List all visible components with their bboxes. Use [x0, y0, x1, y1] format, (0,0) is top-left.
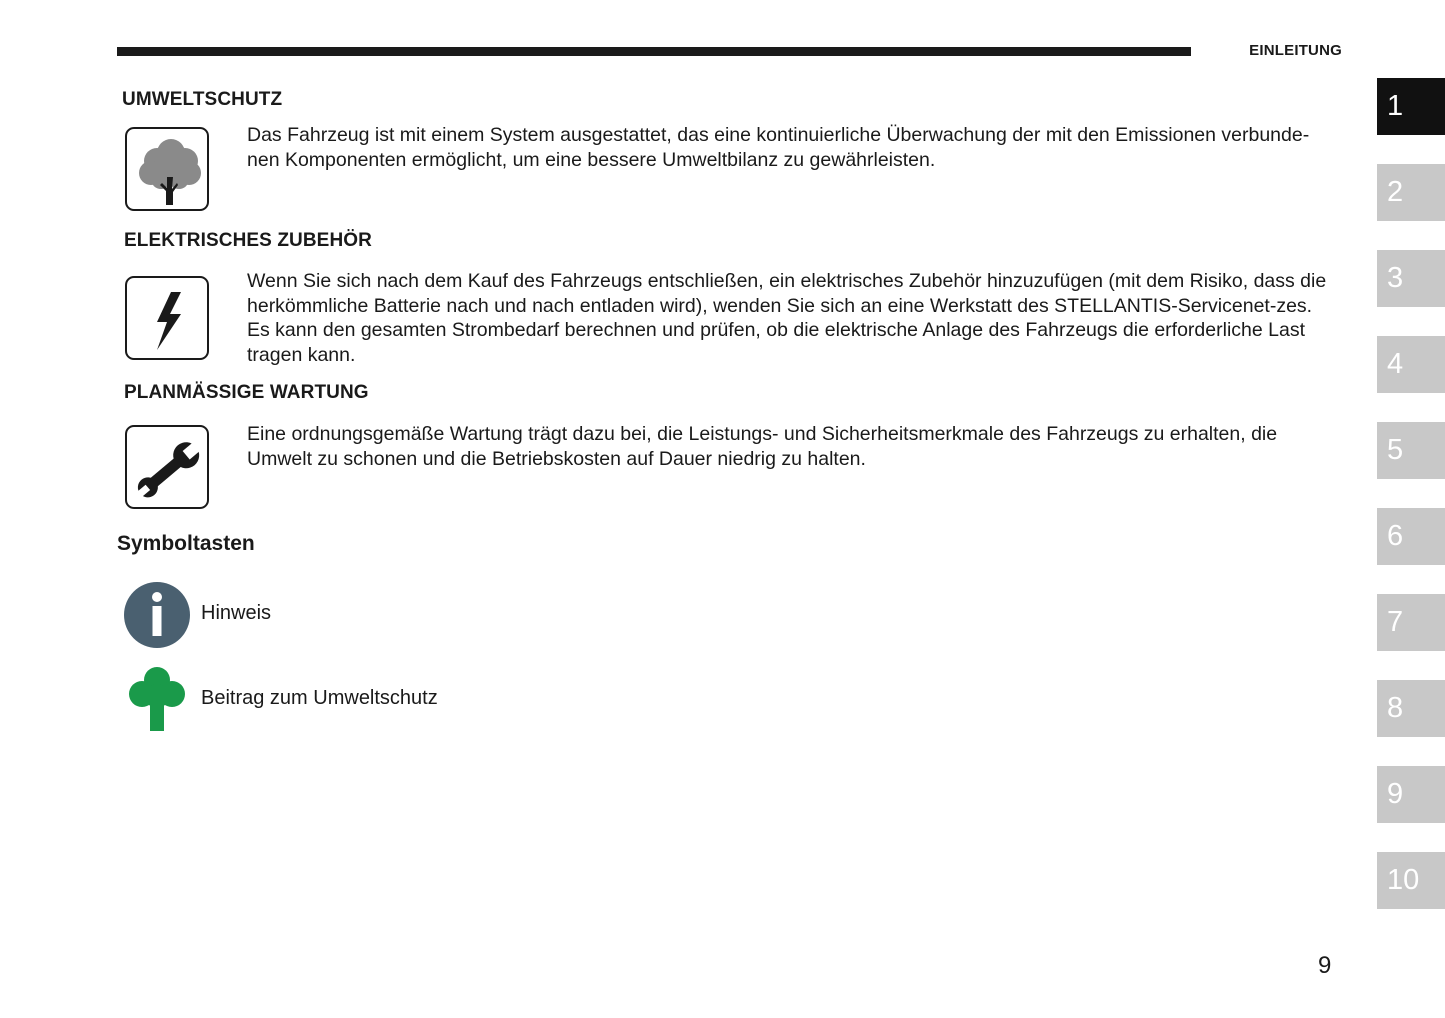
chapter-label: EINLEITUNG	[1249, 42, 1342, 59]
symbols-title: Symboltasten	[117, 532, 255, 555]
section-title-umweltschutz: UMWELTSCHUTZ	[122, 89, 283, 110]
header-rule	[117, 47, 1191, 56]
chapter-tab-1[interactable]: 1	[1377, 78, 1445, 135]
chapter-tab-6[interactable]: 6	[1377, 508, 1445, 565]
chapter-tab-10[interactable]: 10	[1377, 852, 1445, 909]
tree-icon	[125, 127, 209, 211]
section-text-elektrisches-zubehoer: Wenn Sie sich nach dem Kauf des Fahrzeugs entschließen, ein elektrisches Zubehör hinzuzufügen (mit dem Risiko, dass die herkömmliche Batterie nach und nach entladen wird), wenden Sie sich an eine Werkstatt des STELLANTIS-Servicenet-zes. Es kann den gesamten Strombedarf berechnen und prüfen, ob die elektrische Anlage des Fahrzeugs die erforderliche Last tragen kann.	[247, 270, 1327, 366]
chapter-tab-4[interactable]: 4	[1377, 336, 1445, 393]
info-icon	[124, 582, 190, 648]
chapter-tab-2[interactable]: 2	[1377, 164, 1445, 221]
chapter-tab-3[interactable]: 3	[1377, 250, 1445, 307]
chapter-tab-7[interactable]: 7	[1377, 594, 1445, 651]
lightning-icon	[125, 276, 209, 360]
symbol-label-umweltschutz: Beitrag zum Umweltschutz	[201, 687, 438, 709]
chapter-tab-8[interactable]: 8	[1377, 680, 1445, 737]
wrench-icon	[125, 425, 209, 509]
symbol-label-hinweis: Hinweis	[201, 602, 272, 624]
chapter-tab-5[interactable]: 5	[1377, 422, 1445, 479]
chapter-tab-9[interactable]: 9	[1377, 766, 1445, 823]
page-number: 9	[1318, 952, 1332, 979]
clover-tree-icon	[128, 666, 186, 732]
section-title-planmaessige-wartung: PLANMÄSSIGE WARTUNG	[124, 382, 369, 403]
section-title-elektrisches-zubehoer: ELEKTRISCHES ZUBEHÖR	[124, 230, 372, 251]
section-text-planmaessige-wartung: Eine ordnungsgemäße Wartung trägt dazu bei, die Leistungs- und Sicherheitsmerkmale des Fahrzeugs zu erhalten, die Umwelt zu schonen und die Betriebskosten auf Dauer niedrig zu halten.	[247, 423, 1278, 470]
section-text-umweltschutz: Das Fahrzeug ist mit einem System ausgestattet, das eine kontinuierliche Überwachung der mit den Emissionen verbunde-nen Komponenten ermöglicht, um eine bessere Umweltbilanz zu gewährleisten.	[247, 124, 1310, 171]
